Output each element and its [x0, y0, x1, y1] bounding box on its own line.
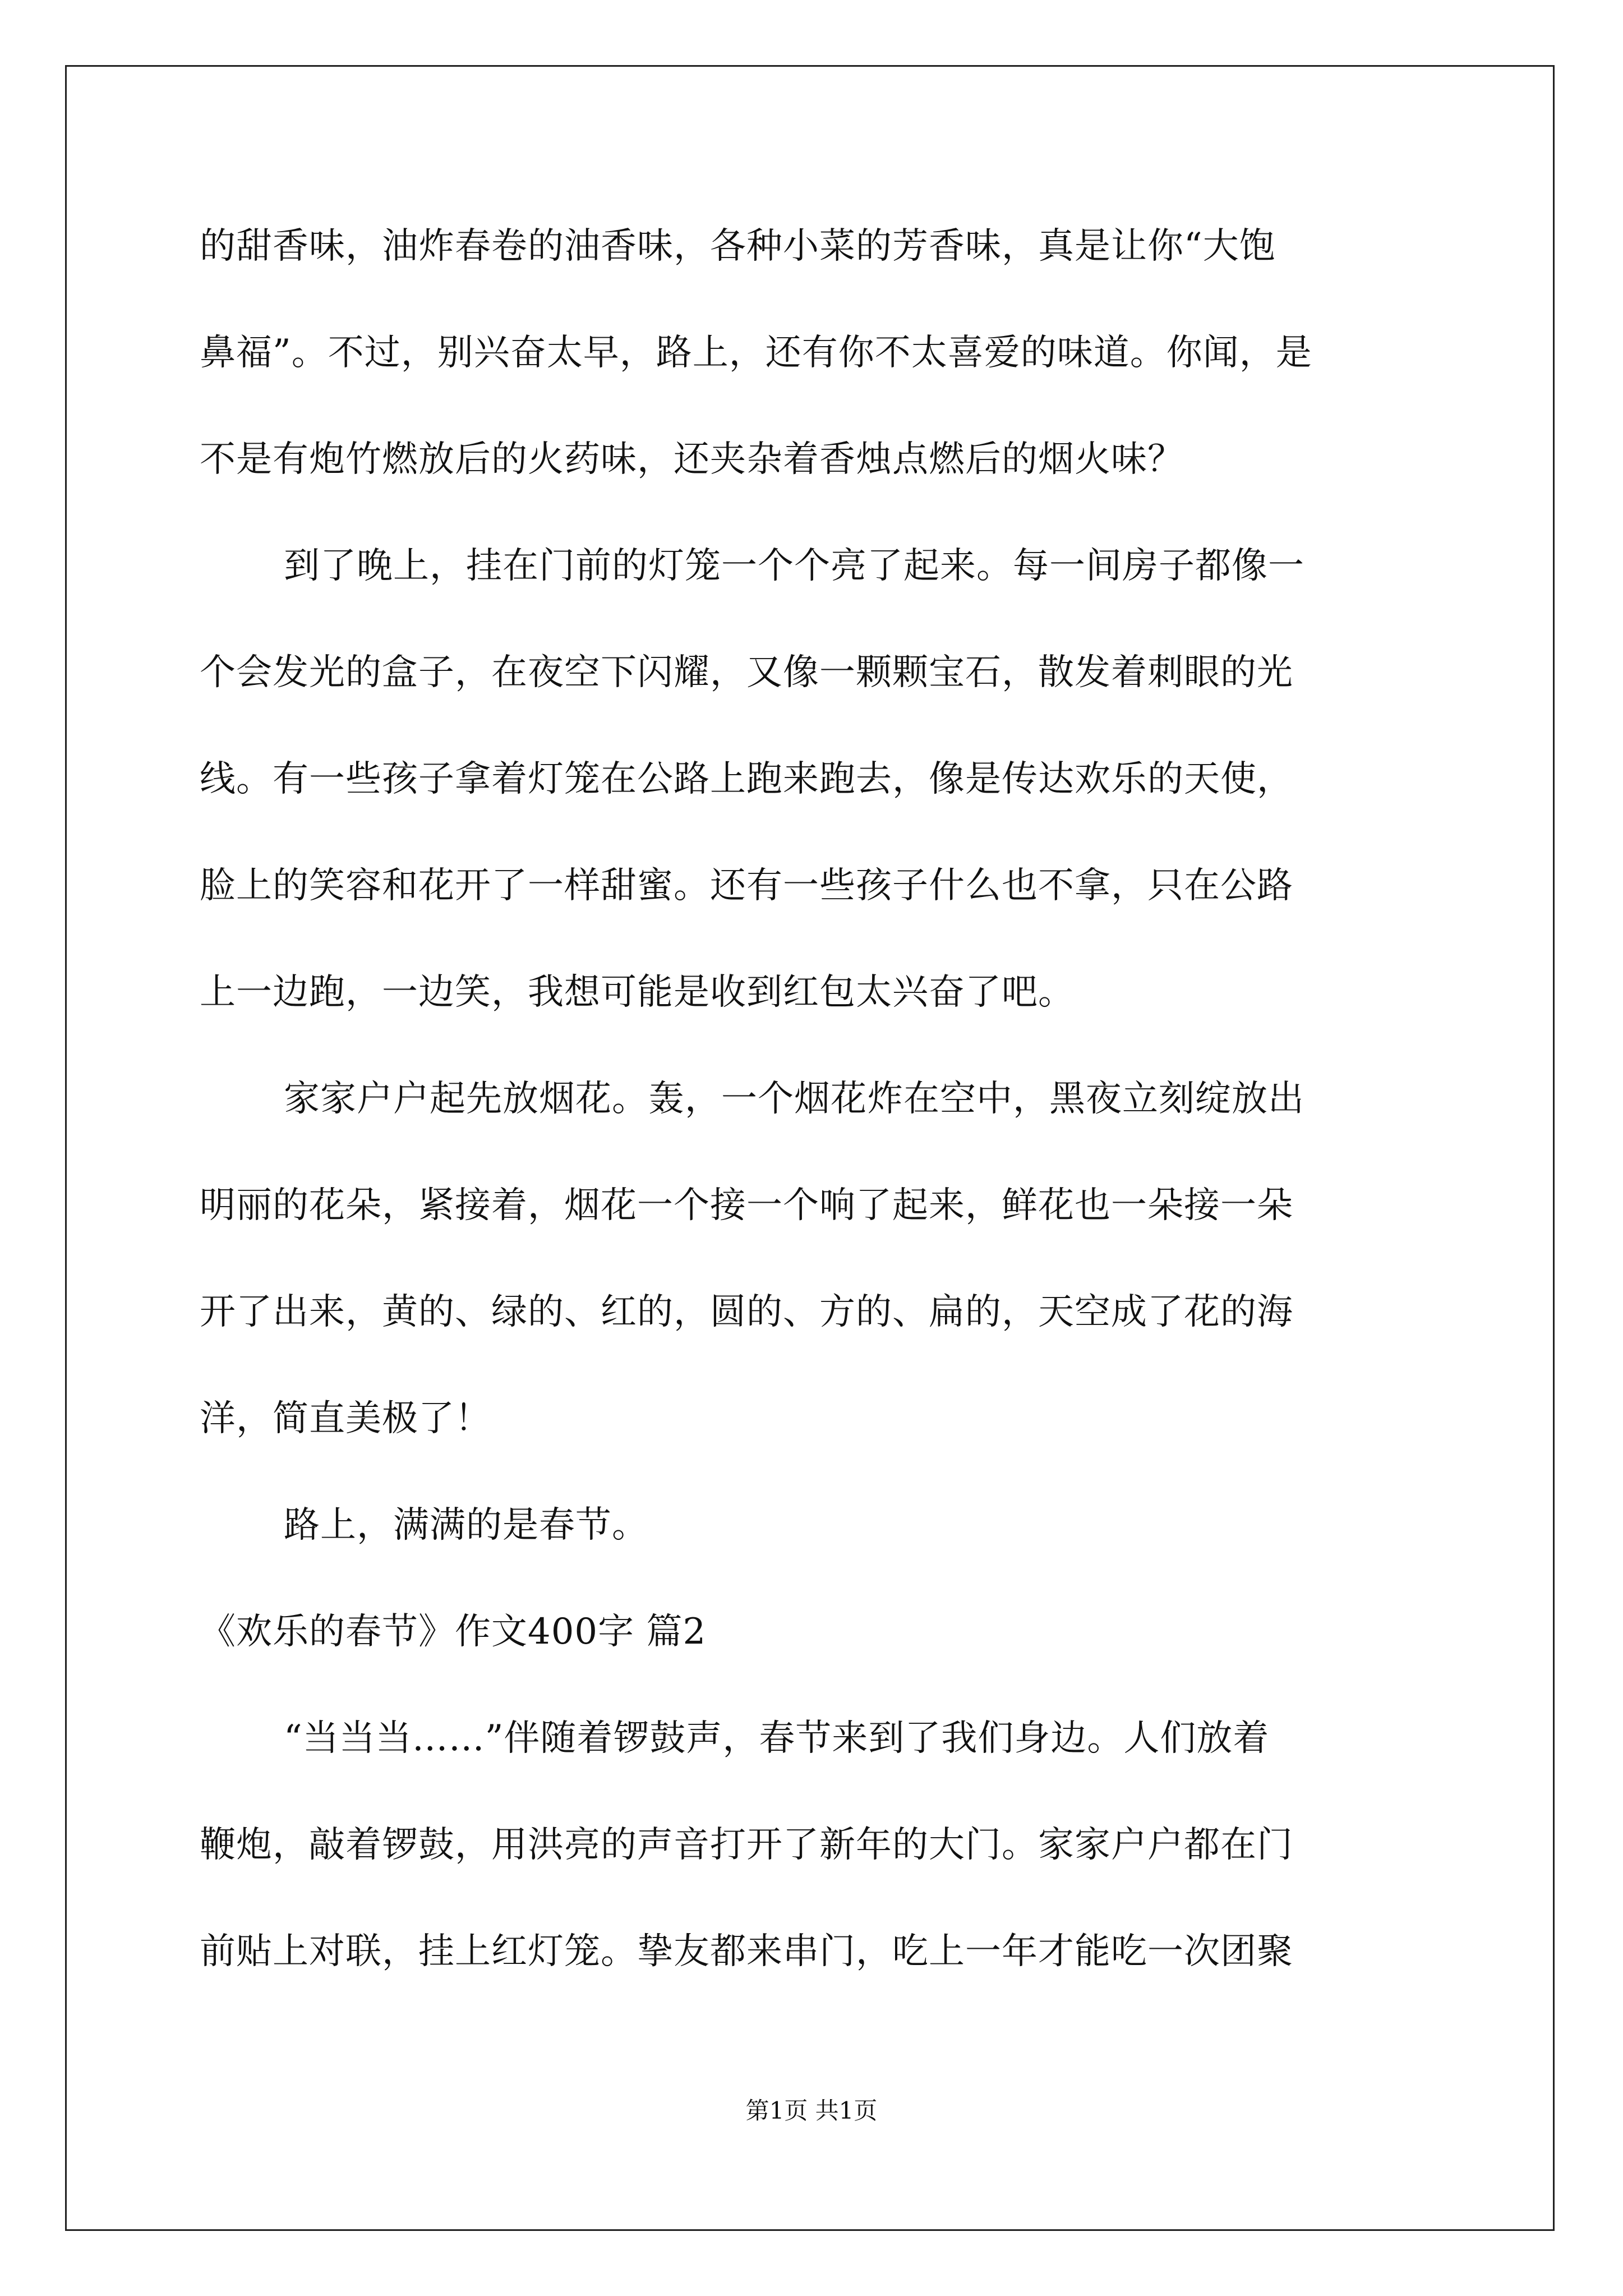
text-line: 前贴上对联，挂上红灯笼。挚友都来串门，吃上一年才能吃一次团聚	[200, 1931, 1293, 1972]
text-line: 线。有一些孩子拿着灯笼在公路上跑来跑去，像是传达欢乐的天使，	[200, 758, 1293, 800]
text-line: 个会发光的盒子，在夜空下闪耀，又像一颗颗宝石，散发着刺眼的光	[200, 652, 1293, 693]
paragraph-start-line: 家家户户起先放烟花。轰，一个烟花炸在空中，黑夜立刻绽放出	[284, 1078, 1304, 1120]
text-line: 的甜香味，油炸春卷的油香味，各种小菜的芳香味，真是让你“大饱	[200, 226, 1276, 267]
paragraph-start-line: 路上，满满的是春节。	[284, 1504, 648, 1546]
page-number-footer: 第1页 共1页	[745, 2097, 878, 2124]
section-heading: 《欢乐的春节》作文400字 篇2	[200, 1611, 707, 1653]
text-line: 开了出来，黄的、绿的、红的，圆的、方的、扁的，天空成了花的海	[200, 1291, 1293, 1333]
text-line: 不是有炮竹燃放后的火药味，还夹杂着香烛点燃后的烟火味？	[200, 439, 1184, 480]
paragraph-start-line: 到了晚上，挂在门前的灯笼一个个亮了起来。每一间房子都像一	[284, 545, 1304, 587]
text-line: 脸上的笑容和花开了一样甜蜜。还有一些孩子什么也不拿，只在公路	[200, 865, 1293, 907]
text-line: 上一边跑，一边笑，我想可能是收到红包太兴奋了吧。	[200, 972, 1075, 1013]
paragraph-start-line: “当当当……”伴随着锣鼓声，春节来到了我们身边。人们放着	[284, 1718, 1270, 1759]
text-line: 鞭炮，敲着锣鼓，用洪亮的声音打开了新年的大门。家家户户都在门	[200, 1824, 1293, 1866]
text-line: 洋，简直美极了！	[200, 1398, 491, 1439]
document-body	[200, 220, 1433, 2032]
text-line: 鼻福”。不过，别兴奋太早，路上，还有你不太喜爱的味道。你闻，是	[200, 332, 1312, 374]
text-line: 明丽的花朵，紧接着，烟花一个接一个响了起来，鲜花也一朵接一朵	[200, 1185, 1293, 1226]
